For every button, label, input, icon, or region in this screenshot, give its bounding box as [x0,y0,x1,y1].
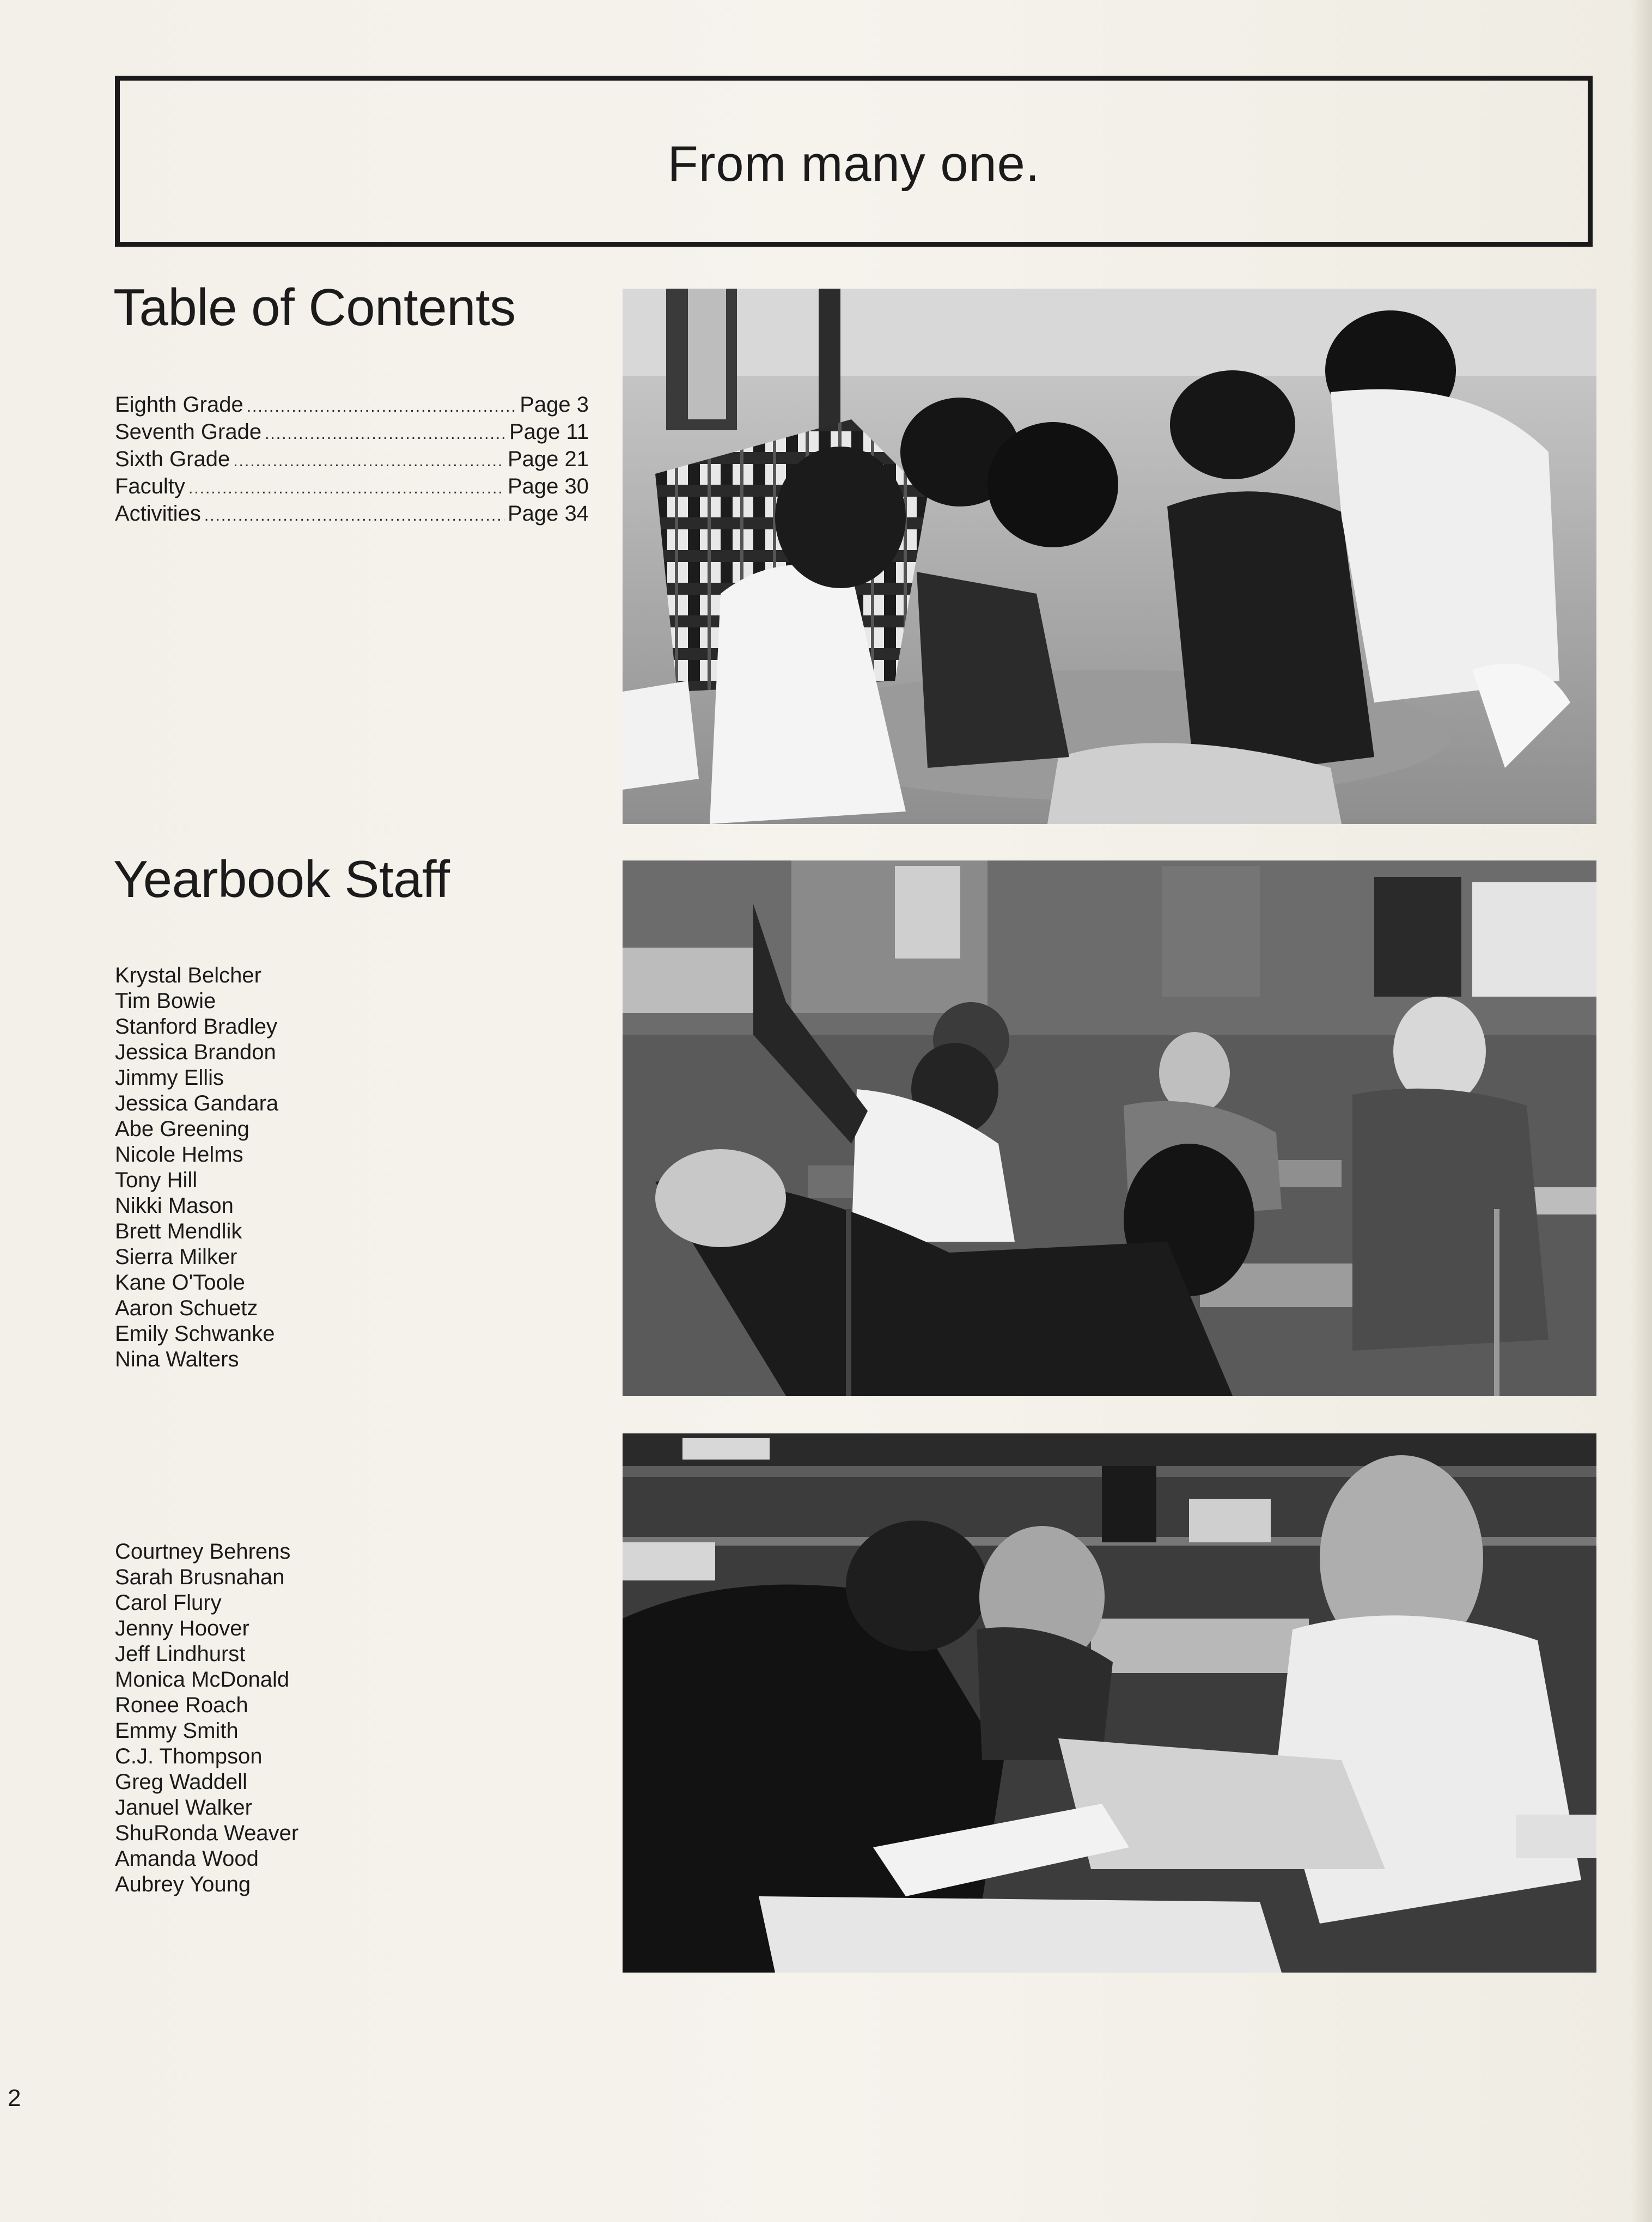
staff-name: Amanda Wood [115,1847,259,1871]
toc-entry-label: Faculty [115,474,185,498]
toc-list [115,392,589,528]
staff-name: Aaron Schuetz [115,1296,258,1320]
toc-entry [115,447,589,474]
staff-name: Sarah Brusnahan [115,1565,285,1589]
toc-dot-leader [247,394,517,419]
photo-students-floor-circle-image [623,289,1596,824]
toc-entry-label: Activities [115,502,201,526]
photo-students-writing [623,1433,1596,1973]
staff-name: Krystal Belcher [115,963,261,987]
toc-entry-page: Page 34 [507,502,589,526]
toc-heading: Table of Contents [113,278,516,337]
staff-name: C.J. Thompson [115,1744,263,1768]
photo-students-writing-image [623,1433,1596,1973]
toc-entry-page: Page 11 [509,420,589,444]
staff-name: Jessica Brandon [115,1040,276,1064]
staff-name: Stanford Bradley [115,1015,277,1039]
photo-classroom-waving-image [623,860,1596,1396]
toc-dot-leader [265,421,506,447]
staff-list-group-1 [115,963,278,1372]
photo-students-floor-circle [623,289,1596,824]
motto-text: From many one. [667,136,1040,192]
toc-entry [115,474,589,501]
staff-name: Jenny Hoover [115,1616,249,1640]
staff-name: Nicole Helms [115,1143,243,1167]
staff-name: Nina Walters [115,1347,239,1371]
staff-name: Januel Walker [115,1796,252,1820]
staff-name: Abe Greening [115,1117,249,1141]
toc-entry-page: Page 30 [507,474,589,498]
photo-classroom-waving [623,860,1596,1396]
staff-name: Nikki Mason [115,1194,234,1218]
page-edge-shadow [1630,0,1652,2222]
staff-name: Carol Flury [115,1591,222,1615]
staff-name: Sierra Milker [115,1245,237,1269]
staff-name: Monica McDonald [115,1668,290,1692]
toc-entry [115,501,589,528]
staff-heading: Yearbook Staff [113,850,450,908]
motto-box [115,76,1593,247]
staff-name: Tony Hill [115,1168,198,1192]
staff-name: Courtney Behrens [115,1540,291,1564]
staff-name: Emily Schwanke [115,1322,275,1346]
toc-entry-label: Sixth Grade [115,447,230,471]
toc-dot-leader [204,503,504,528]
toc-entry-page: Page 21 [507,447,589,471]
toc-entry [115,419,589,447]
staff-name: Aubrey Young [115,1872,251,1896]
staff-name: Jeff Lindhurst [115,1642,246,1666]
staff-name: Tim Bowie [115,989,216,1013]
staff-name: Brett Mendlik [115,1219,242,1243]
staff-name: ShuRonda Weaver [115,1821,299,1845]
toc-entry [115,392,589,419]
toc-dot-leader [188,475,504,501]
staff-list-group-2 [115,1539,298,1897]
staff-name: Greg Waddell [115,1770,248,1794]
staff-name: Ronee Roach [115,1693,248,1717]
staff-name: Jimmy Ellis [115,1066,224,1090]
toc-entry-label: Eighth Grade [115,393,243,417]
toc-entry-label: Seventh Grade [115,420,262,444]
toc-dot-leader [233,448,504,474]
toc-entry-page: Page 3 [520,393,589,417]
staff-name: Emmy Smith [115,1719,239,1743]
staff-name: Jessica Gandara [115,1091,279,1115]
staff-name: Kane O'Toole [115,1271,245,1295]
page-number: 2 [8,2085,21,2111]
